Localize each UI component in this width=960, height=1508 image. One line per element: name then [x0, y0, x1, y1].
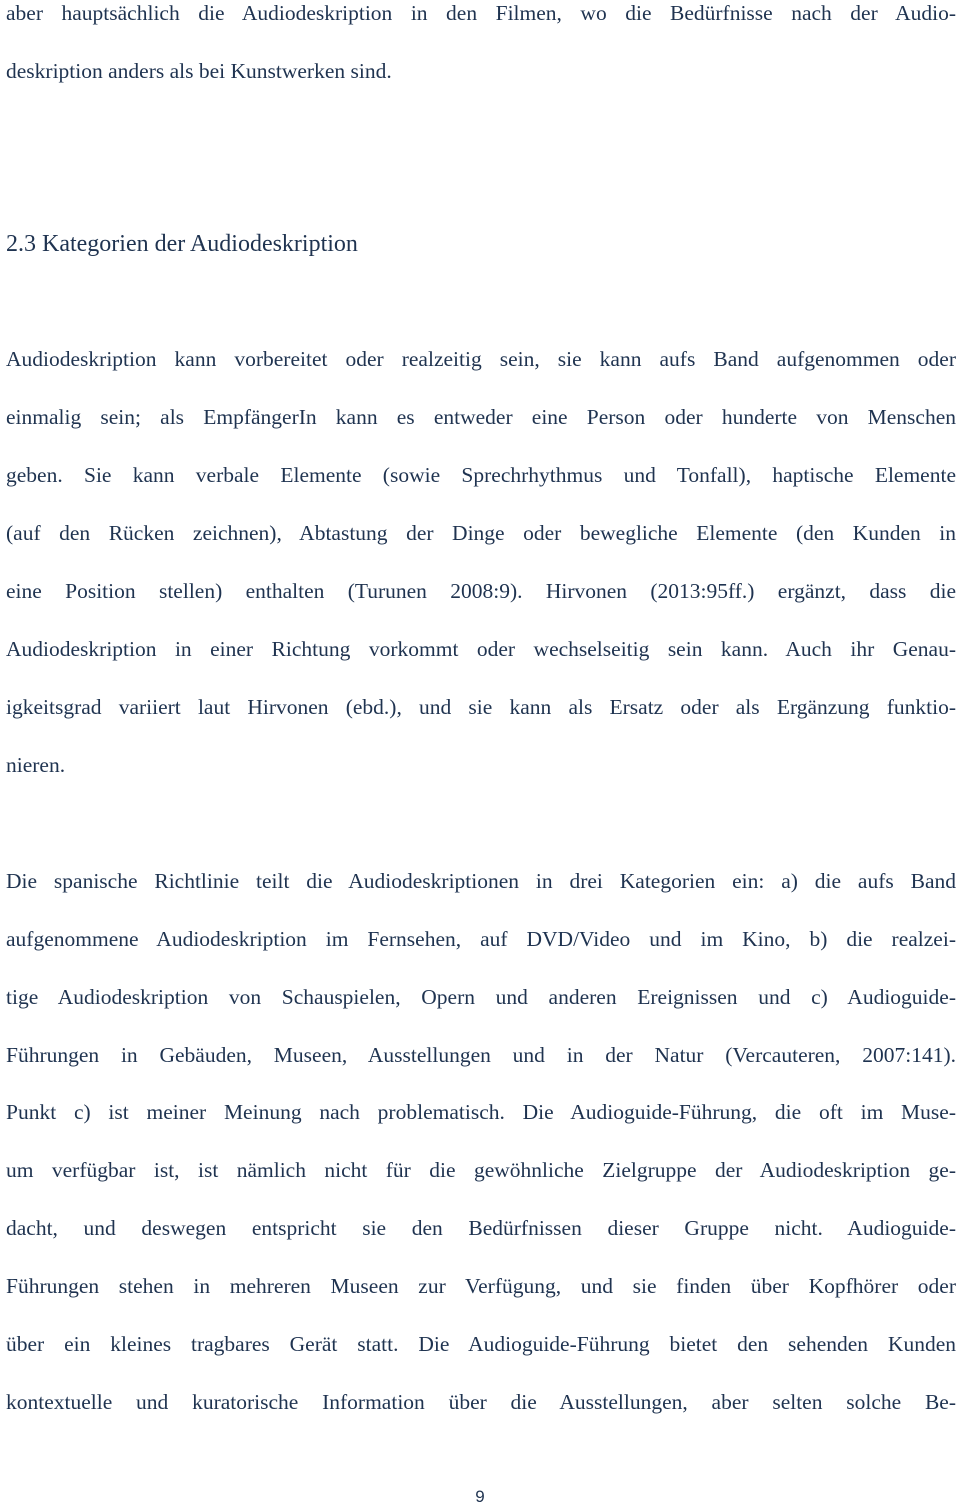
body-text-line: Führungen stehen in mehreren Museen zur Verfügung, und sie finden über Kopfhörer oder [6, 1274, 956, 1298]
body-text-line: geben. Sie kann verbale Elemente (sowie Sprechrhythmus und Tonfall), haptische Elemente [6, 463, 956, 487]
body-text-line: um verfügbar ist, ist nämlich nicht für die gewöhnliche Zielgruppe der Audiodeskription ge- [6, 1158, 956, 1182]
body-text-line: (auf den Rücken zeichnen), Abtastung der Dinge oder bewegliche Elemente (den Kunden in [6, 521, 956, 545]
body-text-line: kontextuelle und kuratorische Information über die Ausstellungen, aber selten solche Be- [6, 1390, 956, 1414]
body-text-line: igkeitsgrad variiert laut Hirvonen (ebd.), und sie kann als Ersatz oder als Ergänzung funktio- [6, 695, 956, 719]
body-text-line: einmalig sein; als EmpfängerIn kann es entweder eine Person oder hunderte von Menschen [6, 405, 956, 429]
body-text-line: deskription anders als bei Kunstwerken sind. [6, 59, 392, 83]
body-text-line: Die spanische Richtlinie teilt die Audiodeskriptionen in drei Kategorien ein: a) die aufs Band [6, 869, 956, 893]
body-text-line: Audiodeskription kann vorbereitet oder realzeitig sein, sie kann aufs Band aufgenommen oder [6, 347, 956, 371]
body-text-line: dacht, und deswegen entspricht sie den Bedürfnissen dieser Gruppe nicht. Audioguide- [6, 1216, 956, 1240]
body-text-line: über ein kleines tragbares Gerät statt. Die Audioguide-Führung bietet den sehenden Kunden [6, 1332, 956, 1356]
page-number: 9 [475, 1487, 485, 1506]
body-text-line: Audiodeskription in einer Richtung vorkommt oder wechselseitig sein kann. Auch ihr Genau- [6, 637, 956, 661]
body-text-line: eine Position stellen) enthalten (Turunen 2008:9). Hirvonen (2013:95ff.) ergänzt, dass die [6, 579, 956, 603]
section-heading: 2.3 Kategorien der Audiodeskription [6, 231, 358, 257]
body-text-line: Punkt c) ist meiner Meinung nach problematisch. Die Audioguide-Führung, die oft im Muse- [6, 1100, 956, 1124]
body-text-line: tige Audiodeskription von Schauspielen, Opern und anderen Ereignissen und c) Audioguide- [6, 985, 956, 1009]
body-text-line: aber hauptsächlich die Audiodeskription in den Filmen, wo die Bedürfnisse nach der Audio- [6, 1, 956, 25]
body-text-line: Führungen in Gebäuden, Museen, Ausstellungen und in der Natur (Vercauteren, 2007:141). [6, 1043, 956, 1067]
body-text-line: aufgenommene Audiodeskription im Fernsehen, auf DVD/Video und im Kino, b) die realzei- [6, 927, 956, 951]
body-text-line: nieren. [6, 753, 66, 777]
